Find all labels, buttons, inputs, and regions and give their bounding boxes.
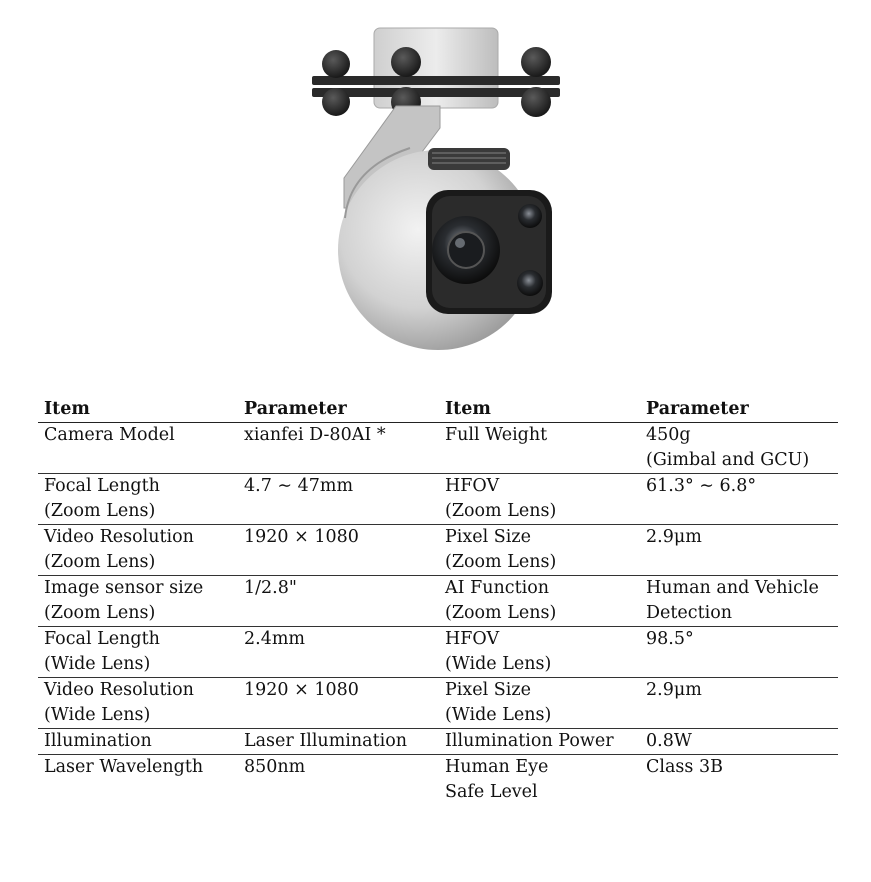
parameter-cell xyxy=(238,627,439,678)
cell-text: HFOV xyxy=(445,629,500,649)
cell-text: Focal Length xyxy=(44,629,160,649)
table-header-row xyxy=(38,396,838,423)
table-row xyxy=(38,678,838,729)
cell-text: 2.4mm xyxy=(244,629,306,649)
cell-text: Laser Illumination xyxy=(244,731,408,751)
cell-text: (Wide Lens) xyxy=(445,705,552,725)
parameter-cell xyxy=(640,423,838,474)
cell-text: 61.3° ∼ 6.8° xyxy=(646,476,757,496)
cell-text: Detection xyxy=(646,603,733,623)
spec-table xyxy=(38,396,838,805)
cell-text: 0.8W xyxy=(646,731,692,751)
item-cell xyxy=(38,755,238,806)
item-cell xyxy=(439,423,640,474)
item-cell xyxy=(38,627,238,678)
item-cell xyxy=(38,423,238,474)
table-row xyxy=(38,525,838,576)
cell-text: 4.7 ∼ 47mm xyxy=(244,476,354,496)
cell-text: 1/2.8" xyxy=(244,578,297,598)
cell-text: Class 3B xyxy=(646,757,723,777)
header-parameter-1: Parameter xyxy=(244,399,347,419)
cell-text: 98.5° xyxy=(646,629,694,649)
cell-text: (Zoom Lens) xyxy=(44,603,156,623)
cell-text: Video Resolution xyxy=(44,680,194,700)
parameter-cell xyxy=(640,576,838,627)
table-row xyxy=(38,755,838,806)
parameter-cell xyxy=(238,423,439,474)
item-cell xyxy=(439,474,640,525)
item-cell xyxy=(439,576,640,627)
item-cell xyxy=(439,755,640,806)
cell-text: Image sensor size xyxy=(44,578,204,598)
cell-text: (Zoom Lens) xyxy=(44,552,156,572)
cell-text: Safe Level xyxy=(445,782,538,802)
item-cell xyxy=(38,525,238,576)
item-cell xyxy=(38,474,238,525)
cell-text: (Zoom Lens) xyxy=(445,501,557,521)
parameter-cell xyxy=(640,678,838,729)
cell-text: Illumination Power xyxy=(445,731,614,751)
parameter-cell xyxy=(640,525,838,576)
header-item-2: Item xyxy=(445,399,491,419)
gimbal-camera-image xyxy=(300,18,570,358)
item-cell xyxy=(439,729,640,755)
header-parameter-2: Parameter xyxy=(646,399,749,419)
item-cell xyxy=(439,525,640,576)
item-cell xyxy=(439,627,640,678)
cell-text: Human and Vehicle xyxy=(646,578,819,598)
parameter-cell xyxy=(640,729,838,755)
cell-text: (Wide Lens) xyxy=(44,654,151,674)
cell-text: 850nm xyxy=(244,757,306,777)
item-cell xyxy=(439,678,640,729)
cell-text: Pixel Size xyxy=(445,527,531,547)
gimbal-camera-icon xyxy=(300,18,570,358)
table-row xyxy=(38,576,838,627)
cell-text: Laser Wavelength xyxy=(44,757,204,777)
table-row xyxy=(38,627,838,678)
parameter-cell xyxy=(238,755,439,806)
cell-text: Full Weight xyxy=(445,425,548,445)
cell-text: Camera Model xyxy=(44,425,175,445)
cell-text: Video Resolution xyxy=(44,527,194,547)
table-row xyxy=(38,423,838,474)
cell-text: (Wide Lens) xyxy=(44,705,151,725)
cell-text: 1920 × 1080 xyxy=(244,527,359,547)
cell-text: (Gimbal and GCU) xyxy=(646,450,810,470)
table-row xyxy=(38,474,838,525)
header-item-1: Item xyxy=(44,399,90,419)
parameter-cell xyxy=(238,729,439,755)
parameter-cell xyxy=(238,576,439,627)
parameter-cell xyxy=(238,678,439,729)
cell-text: (Wide Lens) xyxy=(445,654,552,674)
cell-text: Illumination xyxy=(44,731,152,751)
parameter-cell xyxy=(640,755,838,806)
cell-text: Focal Length xyxy=(44,476,160,496)
parameter-cell xyxy=(238,525,439,576)
cell-text: Human Eye xyxy=(445,757,549,777)
parameter-cell xyxy=(640,474,838,525)
cell-text: 1920 × 1080 xyxy=(244,680,359,700)
cell-text: Pixel Size xyxy=(445,680,531,700)
cell-text: AI Function xyxy=(445,578,550,598)
parameter-cell xyxy=(640,627,838,678)
item-cell xyxy=(38,576,238,627)
cell-text: (Zoom Lens) xyxy=(445,552,557,572)
cell-text: 2.9μm xyxy=(646,527,702,547)
cell-text: xianfei D-80AI * xyxy=(244,425,386,445)
cell-text: HFOV xyxy=(445,476,500,496)
cell-text: (Zoom Lens) xyxy=(445,603,557,623)
table-row xyxy=(38,729,838,755)
item-cell xyxy=(38,678,238,729)
cell-text: 450g xyxy=(646,425,691,445)
cell-text: 2.9μm xyxy=(646,680,702,700)
parameter-cell xyxy=(238,474,439,525)
cell-text: (Zoom Lens) xyxy=(44,501,156,521)
item-cell xyxy=(38,729,238,755)
